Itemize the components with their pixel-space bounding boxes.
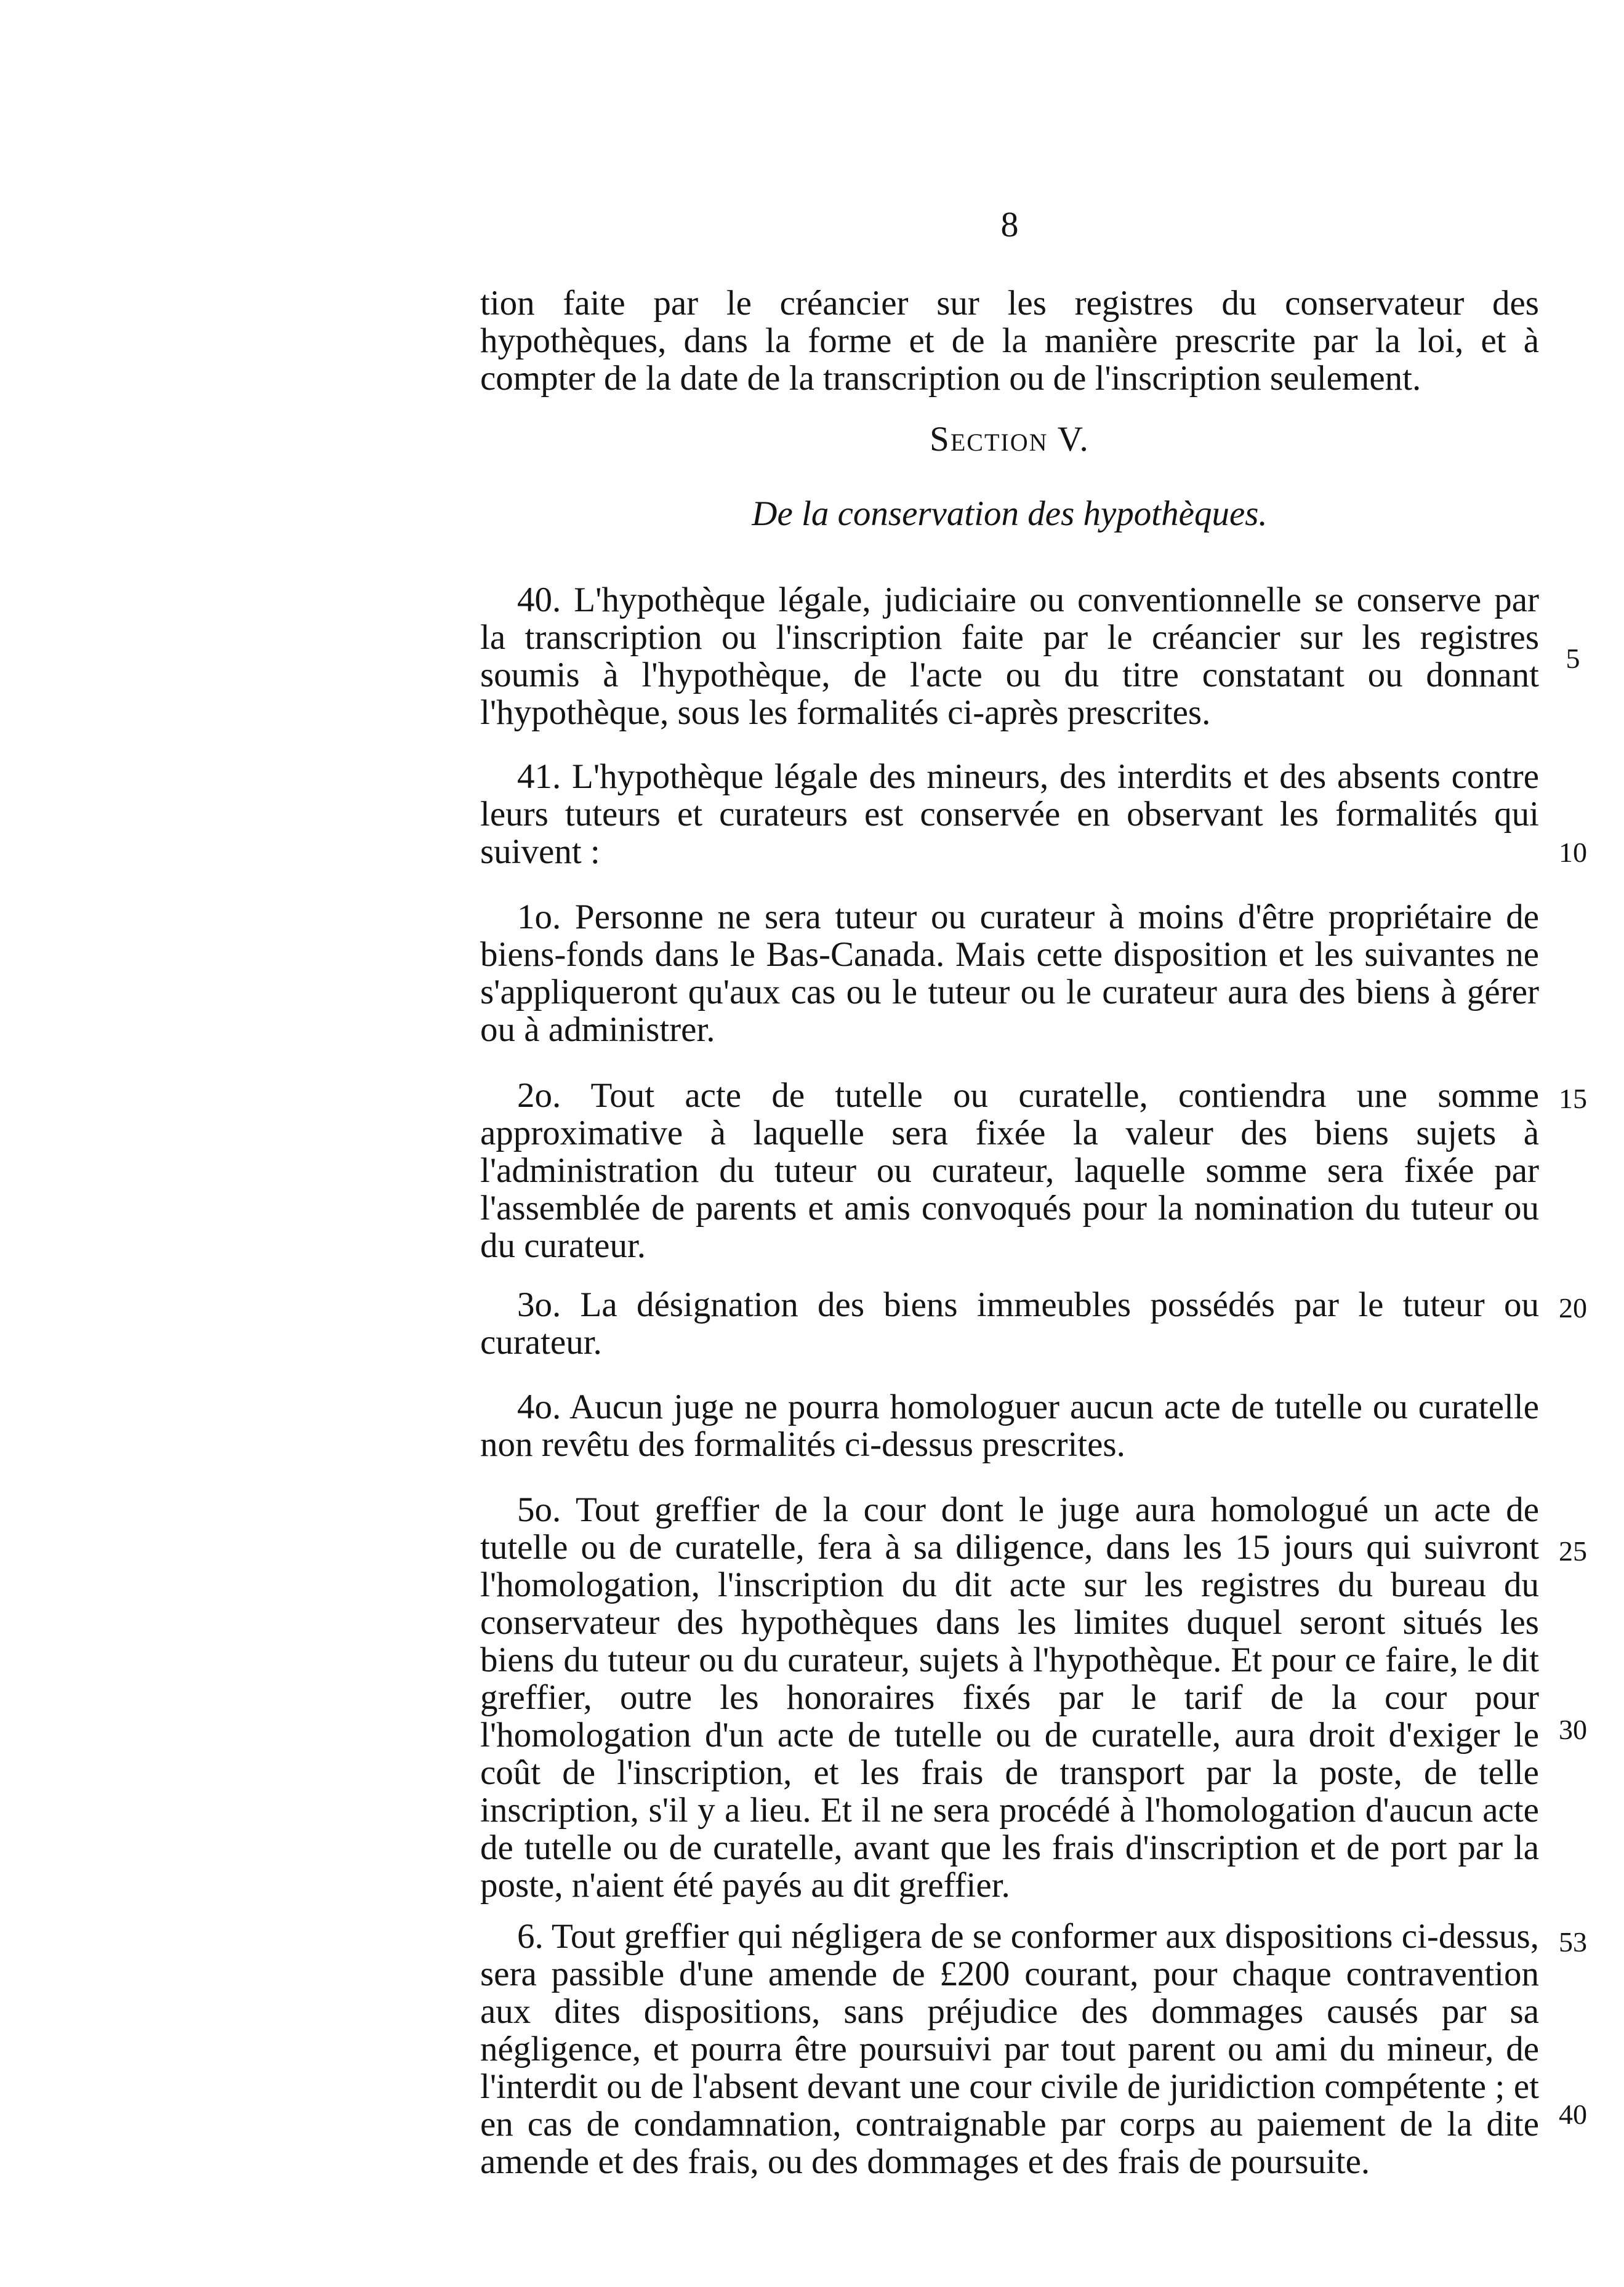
line-number: 20 xyxy=(1559,1292,1587,1324)
clause-3o: 3o. La désignation des biens immeubles possédés par le tuteur ou curateur. xyxy=(480,1285,1539,1362)
article-41: 41. L'hypothèque légale des mineurs, des interdits et des absents contre leurs tuteurs et curateurs est conservée en observant les formalités qui suivent : xyxy=(480,757,1539,871)
section-subtitle: De la conservation des hypothèques. xyxy=(752,494,1268,533)
line-number: 40 xyxy=(1559,2099,1587,2130)
line-number: 10 xyxy=(1559,837,1587,868)
clause-4o: 4o. Aucun juge ne pourra homologuer aucun acte de tutelle ou curatelle non revêtu des formalités ci-dessus prescrites. xyxy=(480,1388,1539,1464)
clause-6: 6. Tout greffier qui négligera de se conformer aux dispositions ci-dessus, sera passible d'une amende de £200 courant, pour chaque contravention aux dites dispositions, sans préjudice des dommages causés par sa négligence, et pourra être poursuivi par tout parent ou ami du mineur, de l'interdit ou de l'absent devant une cour civile de juridiction compétente ; et en cas de condamnation, contraignable par corps au paiement de la dite amende et des frais, ou des dommages et des frais de poursuite. xyxy=(480,1917,1539,2181)
line-number: 5 xyxy=(1566,643,1580,674)
article-40: 40. L'hypothèque légale, judiciaire ou conventionnelle se conserve par la transcription ou l'inscription faite par le créancier sur les registres soumis à l'hypothèque, de l'acte ou du titre constatant ou donnant l'hypothèque, sous les formalités ci-après prescrites. xyxy=(480,581,1539,732)
page-number: 8 xyxy=(1000,204,1019,244)
line-number: 25 xyxy=(1559,1535,1587,1567)
clause-2o: 2o. Tout acte de tutelle ou curatelle, contiendra une somme approximative à laquelle sera fixée la valeur des biens sujets à l'administration du tuteur ou curateur, laquelle somme sera fixée par l'assemblée de parents et amis convoqués pour la nomination du tuteur ou du curateur. xyxy=(480,1076,1539,1265)
line-number: 15 xyxy=(1559,1083,1587,1114)
line-number: 30 xyxy=(1559,1714,1587,1745)
line-number: 53 xyxy=(1559,1926,1587,1958)
clause-1o: 1o. Personne ne sera tuteur ou curateur à moins d'être propriétaire de biens-fonds dans le Bas-Canada. Mais cette disposition et les suivantes ne s'appliqueront qu'aux cas ou le tuteur ou le curateur aura des biens à gérer ou à administrer. xyxy=(480,898,1539,1049)
clause-5o: 5o. Tout greffier de la cour dont le juge aura homologué un acte de tutelle ou de curatelle, fera à sa diligence, dans les 15 jours qui suivront l'homologation, l'inscription du dit acte sur les registres du bureau du conservateur des hypothèques dans les limites duquel seront situés les biens du tuteur ou du curateur, sujets à l'hypothèque. Et pour ce faire, le dit greffier, outre les honoraires fixés par le tarif de la cour pour l'homologation d'un acte de tutelle ou de curatelle, aura droit d'exiger le coût de l'inscription, et les frais de transport par la poste, de telle inscription, s'il y a lieu. Et il ne sera procédé à l'homologation d'aucun acte de tutelle ou de curatelle, avant que les frais d'inscription et de port par la poste, n'aient été payés au dit greffier. xyxy=(480,1490,1539,1905)
continuation-paragraph: tion faite par le créancier sur les registres du conservateur des hypothèques, dans la forme et de la manière prescrite par la loi, et à compter de la date de la transcription ou de l'inscription seulement. xyxy=(480,284,1539,398)
section-heading: Section V. xyxy=(930,420,1090,459)
